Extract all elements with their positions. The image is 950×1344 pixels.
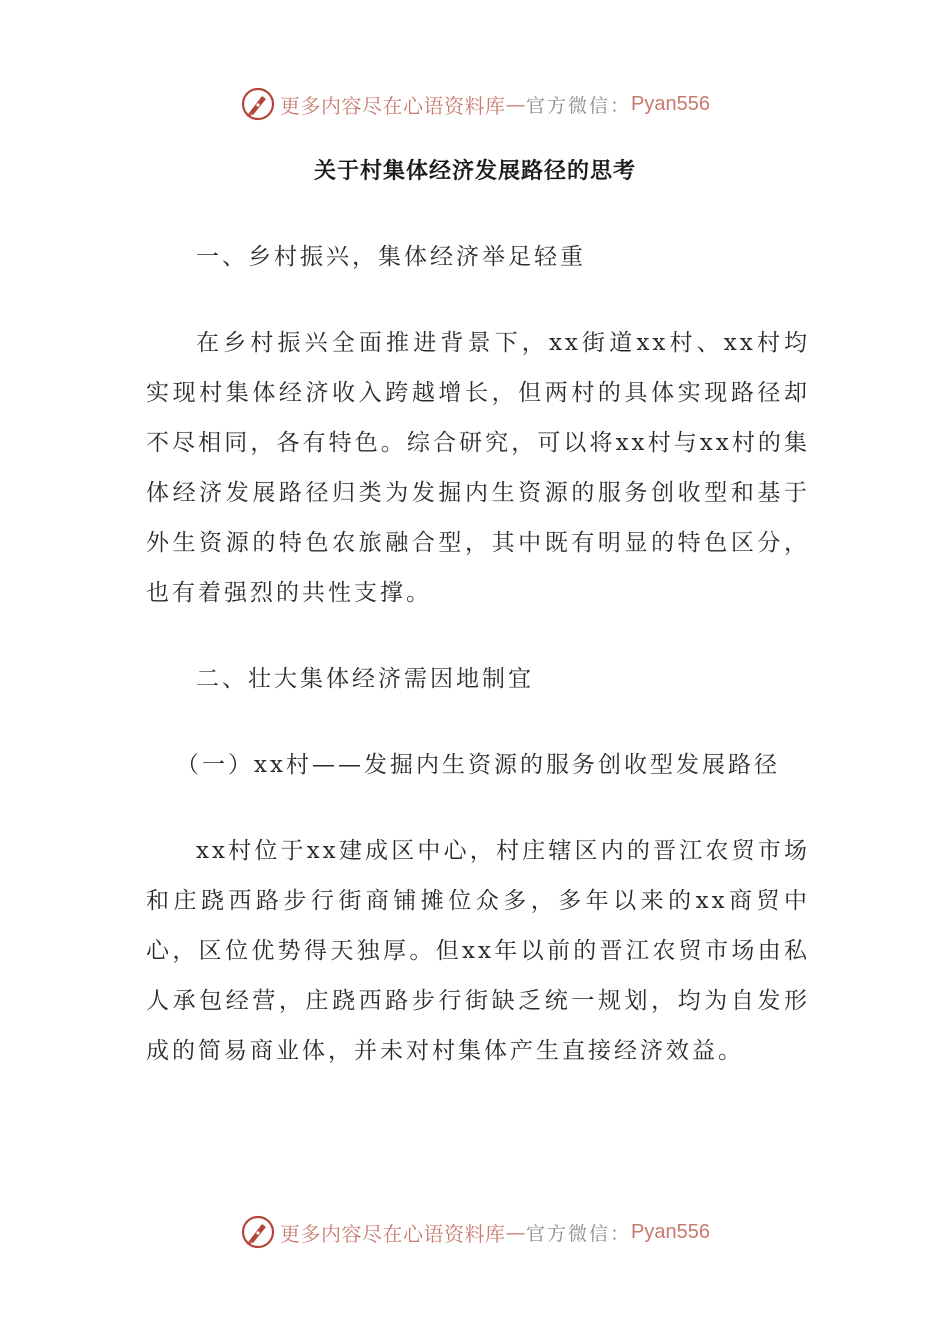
pen-nib-logo-icon bbox=[240, 1214, 276, 1250]
banner-separator: — bbox=[505, 92, 526, 116]
banner-brand-text: 更多内容尽在心语资料库 bbox=[280, 93, 506, 118]
document-title: 关于村集体经济发展路径的思考 bbox=[313, 159, 636, 184]
header-banner bbox=[0, 84, 950, 124]
footer-banner bbox=[0, 1212, 950, 1252]
banner-separator: — bbox=[505, 1220, 526, 1244]
section-subheading-2-1: （一）xx村——发掘内生资源的服务创收型发展路径 bbox=[176, 752, 780, 778]
pen-nib-logo-icon bbox=[240, 86, 276, 122]
banner-wechat-label: 官方微信： bbox=[526, 1222, 632, 1245]
banner-wechat-label: 官方微信： bbox=[526, 94, 632, 117]
section-heading-2: 二、壮大集体经济需因地制宜 bbox=[196, 666, 534, 692]
banner-wechat-id: Pyan556 bbox=[631, 1220, 710, 1243]
banner-brand-text: 更多内容尽在心语资料库 bbox=[280, 1221, 506, 1246]
section-1-paragraph: 在乡村振兴全面推进背景下，xx街道xx村、xx村均实现村集体经济收入跨越增长，但两村的具体实现路径却不尽相同，各有特色。综合研究，可以将xx村与xx村的集体经济发展路径归类为发掘内生资源的服务创收型和基于外生资源的特色农旅融合型，其中既有明显的特色区分，也有着强烈的共性支撑。 bbox=[146, 330, 810, 606]
document-body bbox=[146, 232, 810, 1076]
section-heading-1: 一、乡村振兴，集体经济举足轻重 bbox=[196, 244, 586, 270]
section-2-paragraph: xx村位于xx建成区中心，村庄辖区内的晋江农贸市场和庄跷西路步行街商铺摊位众多，多年以来的xx商贸中心，区位优势得天独厚。但xx年以前的晋江农贸市场由私人承包经营，庄跷西路步行街缺乏统一规划，均为自发形成的简易商业体，并未对村集体产生直接经济效益。 bbox=[146, 838, 810, 1064]
banner-wechat-id: Pyan556 bbox=[631, 92, 710, 115]
